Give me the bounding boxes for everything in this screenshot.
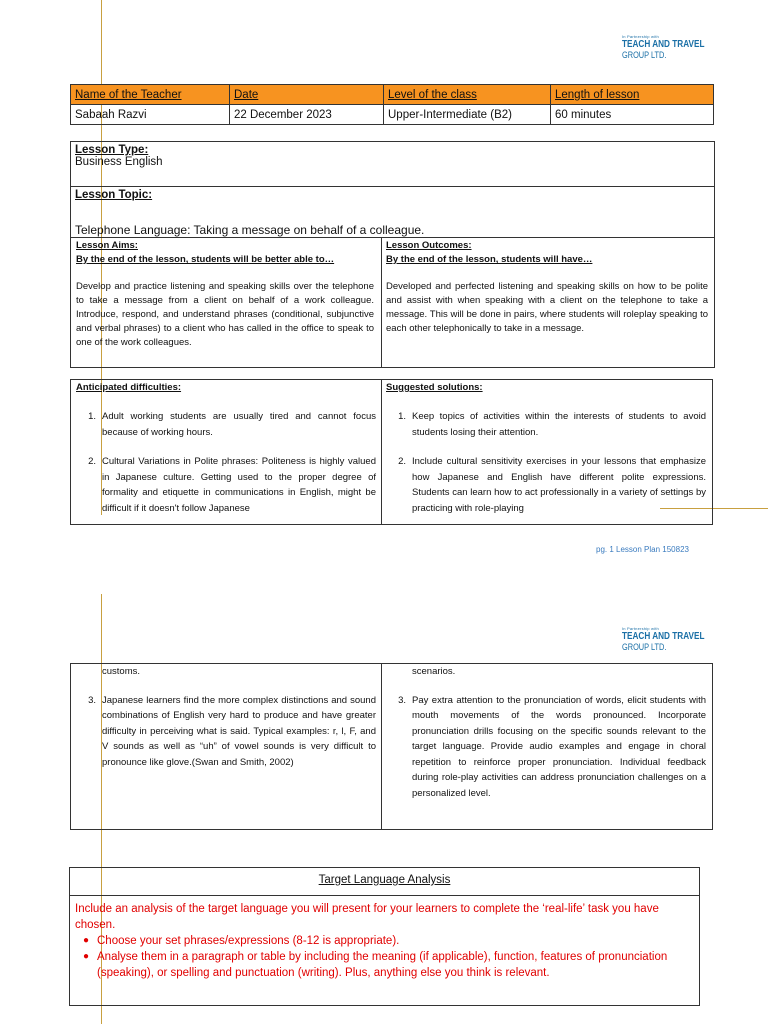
header-teacher: Name of the Teacher xyxy=(71,85,230,105)
company-logo: In Partnership with TEACH AND TRAVEL GROUP LTD. xyxy=(622,626,705,652)
teacher-name: Sabaah Razvi xyxy=(71,105,230,125)
class-level: Upper-Intermediate (B2) xyxy=(384,105,551,125)
difficulty-item: 2. Cultural Variations in Polite phrases: Politeness is highly valued in Japanese culture. Getting used to the proper degree of formality and etiquette in communications in English, might be difficult if it doesn't follow Japanese xyxy=(88,456,376,514)
solution-item: 3. Pay extra attention to the pronunciation of words, elicit students with mouth movements of the words pronounced. Incorporate pronunciation drills focusing on the specific sounds relevant to the target language. Provide audio examples and engage in choral repetition to reinforce proper pronunciation. Individual feedback during role-play activities can address pronunciation challenges on a personalized level. xyxy=(398,694,706,799)
difficulty-item: 1. Adult working students are usually tired and cannot focus because of working hours. xyxy=(88,411,376,438)
solution-continued: scenarios. xyxy=(412,666,456,677)
tla-intro: Include an analysis of the target language you will present for your learners to complete the ‘real-life’ task you have chosen. xyxy=(75,903,659,931)
tla-title: Target Language Analysis xyxy=(318,874,451,886)
lesson-date: 22 December 2023 xyxy=(230,105,384,125)
outcomes-label: Lesson Outcomes: xyxy=(386,240,472,251)
difficulties-solutions-continued-box xyxy=(70,663,713,830)
lesson-topic-value: Telephone Language: Taking a message on behalf of a colleague. xyxy=(75,223,425,237)
tla-bullet: ● Analyse them in a paragraph or table by including the meaning (if applicable), function, features of pronunciation (speaking), or spelling and punctuation (writing). Plus, anything else you think is relevant. xyxy=(82,951,668,979)
company-logo: In Partnership with TEACH AND TRAVEL GROUP LTD. xyxy=(622,34,705,60)
tla-bullet: ● Choose your set phrases/expressions (8-12 is appropriate). xyxy=(82,935,400,947)
header-level: Level of the class xyxy=(384,85,551,105)
lesson-type-value: Business English xyxy=(75,156,163,168)
target-language-analysis-box xyxy=(69,867,700,1006)
aims-label: Lesson Aims: xyxy=(76,240,138,251)
lesson-info-table xyxy=(70,84,714,125)
outcomes-text: Developed and perfected listening and speaking skills on how to be polite and assist with when speaking with a client on the telephone to take a message. This will be done in pairs, where students will roleplay speaking to each other telephonically to take in a message. xyxy=(386,281,708,334)
solutions-label: Suggested solutions: xyxy=(386,382,483,393)
difficulty-item: 3. Japanese learners find the more complex distinctions and sound combinations of English very hard to produce and have greater difficulty in perceiving what is said. Typical examples: r, l, F, and V sounds as well as “uh” of vowel sounds is very difficult to pronounce like glove.(Swan and Smith, 2002) xyxy=(88,694,376,768)
aims-text: Develop and practice listening and speaking skills over the telephone to take a message from a client on behalf of a work colleague. Introduce, respond, and understand phrases (conditional, subjunctive and verbal phrases) to a client who has called in the office to speak to one of the work colleagues. xyxy=(76,281,374,348)
lesson-length: 60 minutes xyxy=(551,105,714,125)
header-length: Length of lesson xyxy=(551,85,714,105)
lesson-details-box xyxy=(70,141,715,368)
solution-item: 1. Keep topics of activities within the interests of students to avoid students losing their attention. xyxy=(398,411,706,438)
solution-item: 2. Include cultural sensitivity exercises in your lessons that emphasize how Japanese and English have different polite expressions. Students can learn how to act professionally in a variety of settings by practicing with role-playing xyxy=(398,456,706,514)
outcomes-subtitle: By the end of the lesson, students will have… xyxy=(386,254,593,265)
header-date: Date xyxy=(230,85,384,105)
lesson-type-label: Lesson Type: xyxy=(75,144,149,156)
difficulties-label: Anticipated difficulties: xyxy=(76,382,182,393)
difficulty-continued: customs. xyxy=(102,666,141,677)
difficulties-solutions-box xyxy=(70,379,713,525)
page-footer: pg. 1 Lesson Plan 150823 xyxy=(596,545,689,554)
lesson-topic-label: Lesson Topic: xyxy=(75,189,153,201)
aims-subtitle: By the end of the lesson, students will be better able to… xyxy=(76,254,335,265)
